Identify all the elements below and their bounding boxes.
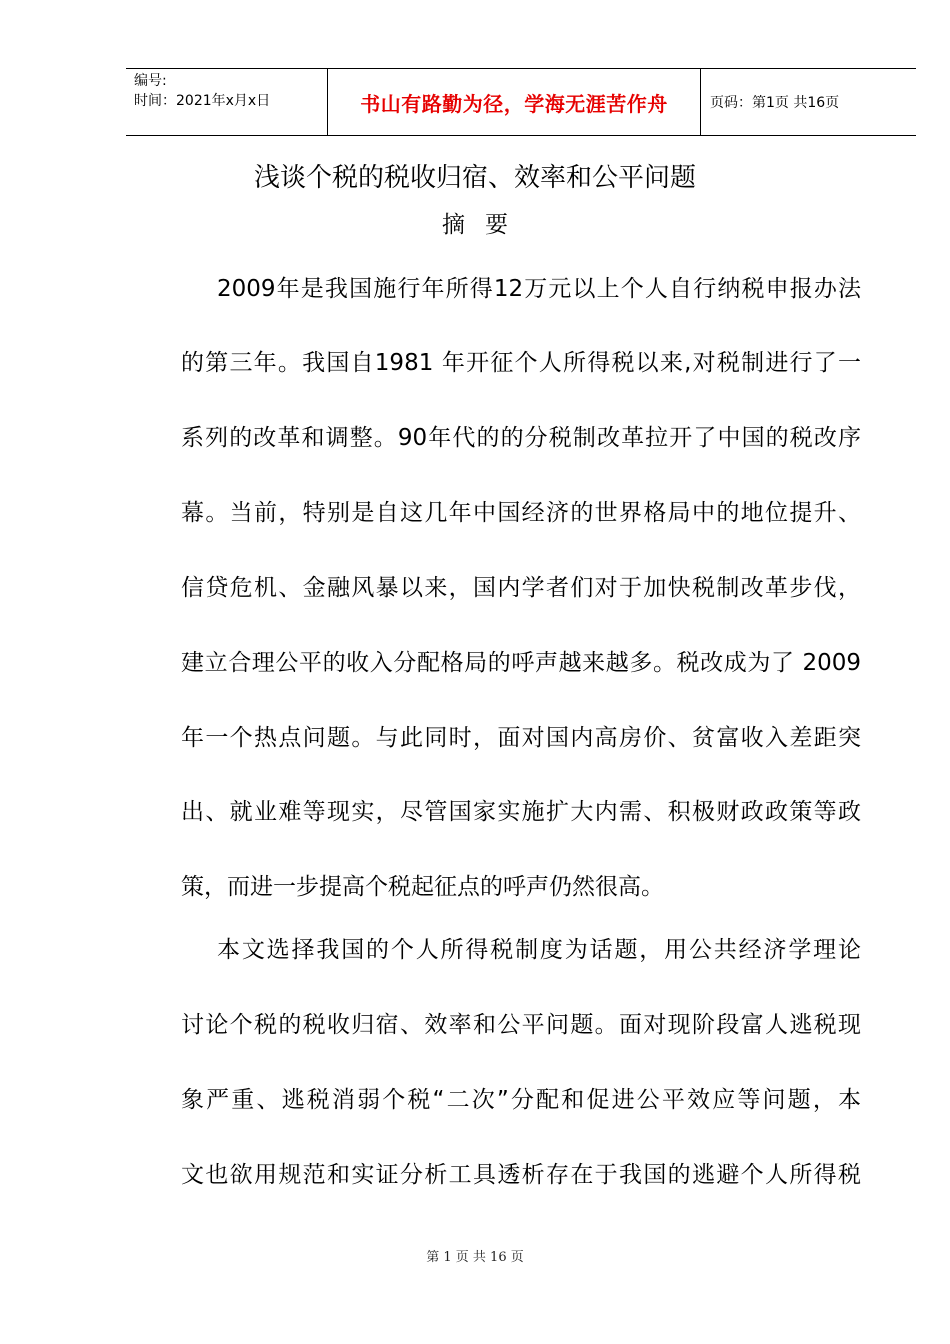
date-label: 时间：2021年x月x日: [134, 93, 271, 109]
body-line: 的第三年。我国自1981 年开征个人所得税以来,对税制进行了一: [181, 350, 861, 376]
body-line: 象严重、逃税消弱个税“二次”分配和促进公平效应等问题，本: [181, 1087, 861, 1113]
body-line: 策，而进一步提高个税起征点的呼声仍然很高。: [181, 874, 664, 900]
abstract-heading: 摘要: [442, 212, 528, 238]
body-line: 2009年是我国施行年所得12万元以上个人自行纳税申报办法: [217, 276, 861, 302]
header-motto: 书山有路勤为径，学海无涯苦作舟: [360, 91, 668, 116]
body-line: 出、就业难等现实，尽管国家实施扩大内需、积极财政政策等政: [181, 799, 861, 825]
body-line: 建立合理公平的收入分配格局的呼声越来越多。税改成为了 2009: [181, 650, 861, 676]
header-meta: [134, 71, 270, 111]
body-line: 信贷危机、金融风暴以来，国内学者们对于加快税制改革步伐，: [181, 575, 861, 601]
body-line: 年一个热点问题。与此同时，面对国内高房价、贫富收入差距突: [181, 725, 861, 751]
header-divider-right: [700, 69, 701, 135]
body-line: 文也欲用规范和实证分析工具透析存在于我国的逃避个人所得税: [181, 1162, 861, 1188]
document-header: [126, 68, 916, 136]
serial-number-label: 编号:: [134, 73, 167, 89]
page-footer: 第 1 页 共 16 页: [426, 1250, 524, 1265]
body-line: 本文选择我国的个人所得税制度为话题，用公共经济学理论: [217, 937, 861, 963]
document-title: 浅谈个税的税收归宿、效率和公平问题: [253, 163, 696, 193]
header-page-info: 页码：第1页 共16页: [710, 95, 840, 111]
body-line: 系列的改革和调整。90年代的的分税制改革拉开了中国的税改序: [181, 425, 861, 451]
body-line: 幕。当前，特别是自这几年中国经济的世界格局中的地位提升、: [181, 500, 861, 526]
body-line: 讨论个税的税收归宿、效率和公平问题。面对现阶段富人逃税现: [181, 1012, 861, 1038]
